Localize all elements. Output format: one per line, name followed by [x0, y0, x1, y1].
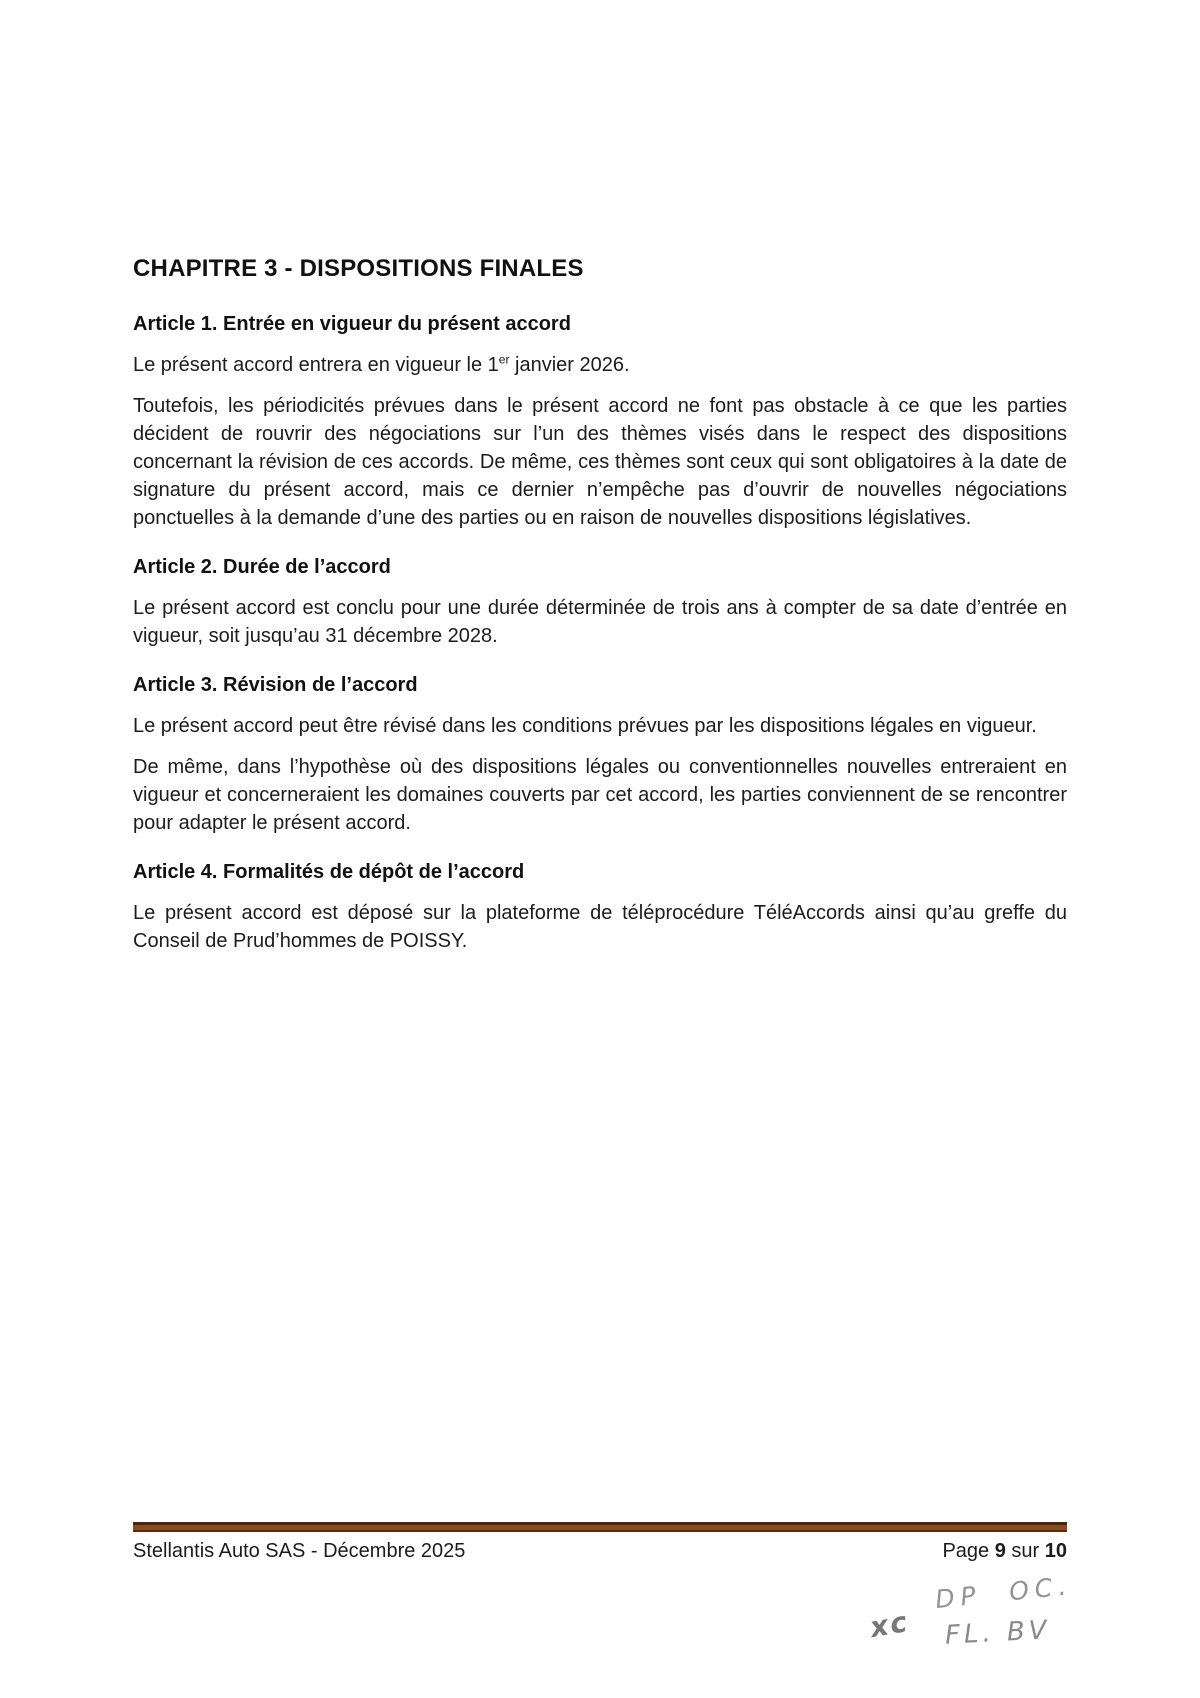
- article-4-heading: Article 4. Formalités de dépôt de l’accord: [133, 861, 525, 883]
- handwritten-mark-xc: xc: [867, 1604, 912, 1645]
- document-body: [133, 255, 1067, 968]
- footer-page-current: 9: [994, 1540, 1006, 1562]
- article-2-heading: Article 2. Durée de l’accord: [133, 556, 391, 578]
- page-footer: [133, 1522, 1067, 1563]
- article-1-paragraph-1: [133, 351, 1067, 379]
- footer-divider: [133, 1522, 1067, 1532]
- handwritten-mark-fl-bv: FL. BV: [944, 1615, 1052, 1651]
- chapter-title: CHAPITRE 3 - DISPOSITIONS FINALES: [133, 255, 584, 282]
- article-3-paragraph-2: De même, dans l’hypothèse où des dispositions légales ou conventionnelles nouvelles entreraient en vigueur et concerneraient les domaines couverts par cet accord, les parties conviennent de se rencontrer pour adapter le présent accord.: [133, 756, 1067, 834]
- article-3-heading: Article 3. Révision de l’accord: [133, 674, 418, 696]
- handwritten-mark-dp-oc: DP OC.: [933, 1570, 1074, 1615]
- footer-company-date: Stellantis Auto SAS - Décembre 2025: [133, 1540, 466, 1562]
- article-1-paragraph-1-text: Le présent accord entrera en vigueur le 1: [133, 354, 499, 376]
- footer-page-total: 10: [1044, 1540, 1067, 1562]
- footer-page-separator: sur: [1005, 1540, 1045, 1562]
- article-1-heading: Article 1. Entrée en vigueur du présent accord: [133, 313, 571, 335]
- ordinal-superscript: er: [498, 352, 510, 367]
- article-4-paragraph-1: Le présent accord est déposé sur la plateforme de téléprocédure TéléAccords ainsi qu’au greffe du Conseil de Prud’hommes de POISSY.: [133, 902, 1067, 952]
- footer-page-number: [942, 1540, 1067, 1563]
- article-3-paragraph-1: Le présent accord peut être révisé dans les conditions prévues par les dispositions légales en vigueur.: [133, 715, 1037, 737]
- article-1-paragraph-1-text-end: janvier 2026.: [509, 354, 630, 376]
- article-1-paragraph-2: Toutefois, les périodicités prévues dans le présent accord ne font pas obstacle à ce que les parties décident de rouvrir des négociations sur l’un des thèmes visés dans le respect des dispositions concernant la révision de ces accords. De même, ces thèmes sont ceux qui sont obligatoires à la date de signature du présent accord, mais ce dernier n’empêche pas d’ouvrir de nouvelles négociations ponctuelles à la demande d’une des parties ou en raison de nouvelles dispositions législatives.: [133, 395, 1067, 529]
- handwritten-initials: [840, 1570, 1140, 1690]
- article-2-paragraph-1: Le présent accord est conclu pour une durée déterminée de trois ans à compter de sa date d’entrée en vigueur, soit jusqu’au 31 décembre 2028.: [133, 597, 1067, 647]
- footer-page-prefix: Page: [942, 1540, 995, 1562]
